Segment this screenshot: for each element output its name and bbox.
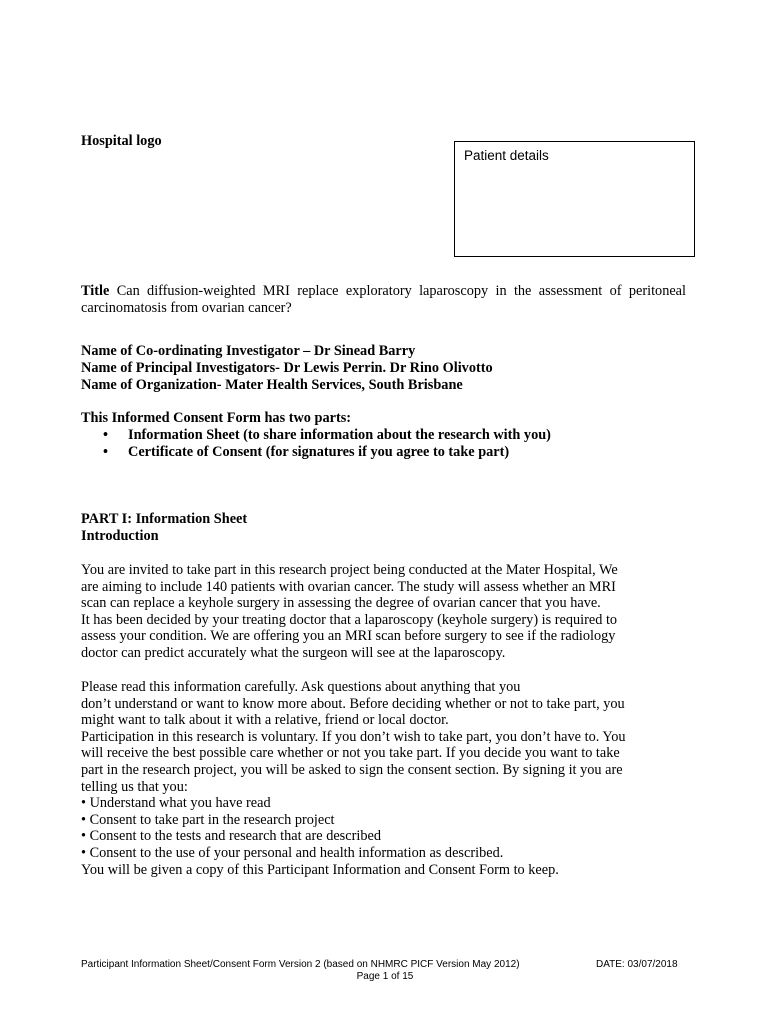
text-line: doctor can predict accurately what the surgeon will see at the laparoscopy. [81, 644, 506, 661]
text-line: will receive the best possible care whether or not you take part. If you decide you want to take [81, 745, 620, 762]
text-line: Participation in this research is voluntary. If you don’t wish to take part, you don’t have to. You [81, 728, 626, 745]
consent-parts-list [81, 427, 701, 461]
title-text: Can diffusion-weighted MRI replace exploratory laparoscopy in the assessment of peritoneal carcinomatosis from ovarian cancer? [81, 283, 687, 316]
page-number: Page 1 of 15 [356, 971, 414, 982]
list-item-text: Information Sheet (to share information about the research with you) [128, 427, 551, 443]
investigators-block [81, 343, 701, 394]
part1-heading: PART I: Information Sheet [81, 511, 248, 527]
text-line: scan can replace a keyhole surgery in assessing the degree of ovarian cancer that you have. [81, 595, 601, 612]
footer-version-text: Participant Information Sheet/Consent Form Version 2 (based on NHMRC PICF Version May 2012) [81, 959, 520, 970]
list-item: • Consent to the use of your personal and health information as described. [81, 844, 504, 861]
text-line: You will be given a copy of this Participant Information and Consent Form to keep. [81, 861, 559, 878]
study-title [81, 283, 686, 317]
list-item: • Understand what you have read [81, 795, 271, 812]
organization: Name of Organization- Mater Health Services, South Brisbane [81, 377, 463, 393]
bullet-icon: • [103, 427, 109, 443]
title-label: Title [81, 283, 110, 299]
list-item [81, 427, 701, 444]
text-line: part in the research project, you will be asked to sign the consent section. By signing it you are [81, 761, 623, 778]
footer-date: DATE: 03/07/2018 [596, 959, 678, 970]
text-line: don’t understand or want to know more about. Before deciding whether or not to take part, you [81, 695, 625, 712]
patient-details-label: Patient details [464, 148, 549, 163]
text-line: Please read this information carefully. Ask questions about anything that you [81, 679, 521, 695]
text-line: might want to talk about it with a relative, friend or local doctor. [81, 712, 449, 729]
list-item: • Consent to the tests and research that are described [81, 828, 381, 845]
principal-investigators: Name of Principal Investigators- Dr Lewis Perrin. Dr Rino Olivotto [81, 360, 493, 376]
patient-details-box [454, 141, 695, 257]
consent-parts-block [81, 410, 701, 461]
list-item-text: Certificate of Consent (for signatures if you agree to take part) [128, 444, 510, 460]
bullet-icon: • [103, 444, 109, 460]
consent-parts-heading: This Informed Consent Form has two parts: [81, 410, 352, 426]
part1-subheading: Introduction [81, 528, 159, 544]
text-line: assess your condition. We are offering you an MRI scan before surgery to see if the radiology [81, 628, 616, 645]
text-line: It has been decided by your treating doctor that a laparoscopy (keyhole surgery) is required to [81, 611, 618, 628]
text-line: are aiming to include 140 patients with ovarian cancer. The study will assess whether an MRI [81, 578, 616, 595]
info-paragraph [81, 679, 701, 878]
coordinating-investigator: Name of Co-ordinating Investigator – Dr Sinead Barry [81, 343, 416, 359]
list-item: • Consent to take part in the research project [81, 811, 335, 828]
list-item [81, 444, 701, 461]
intro-paragraph [81, 562, 701, 662]
part1-heading-block [81, 511, 247, 545]
text-line: telling us that you: [81, 778, 188, 795]
text-line: You are invited to take part in this research project being conducted at the Mater Hospital, We [81, 562, 618, 578]
hospital-logo-placeholder: Hospital logo [81, 133, 162, 149]
